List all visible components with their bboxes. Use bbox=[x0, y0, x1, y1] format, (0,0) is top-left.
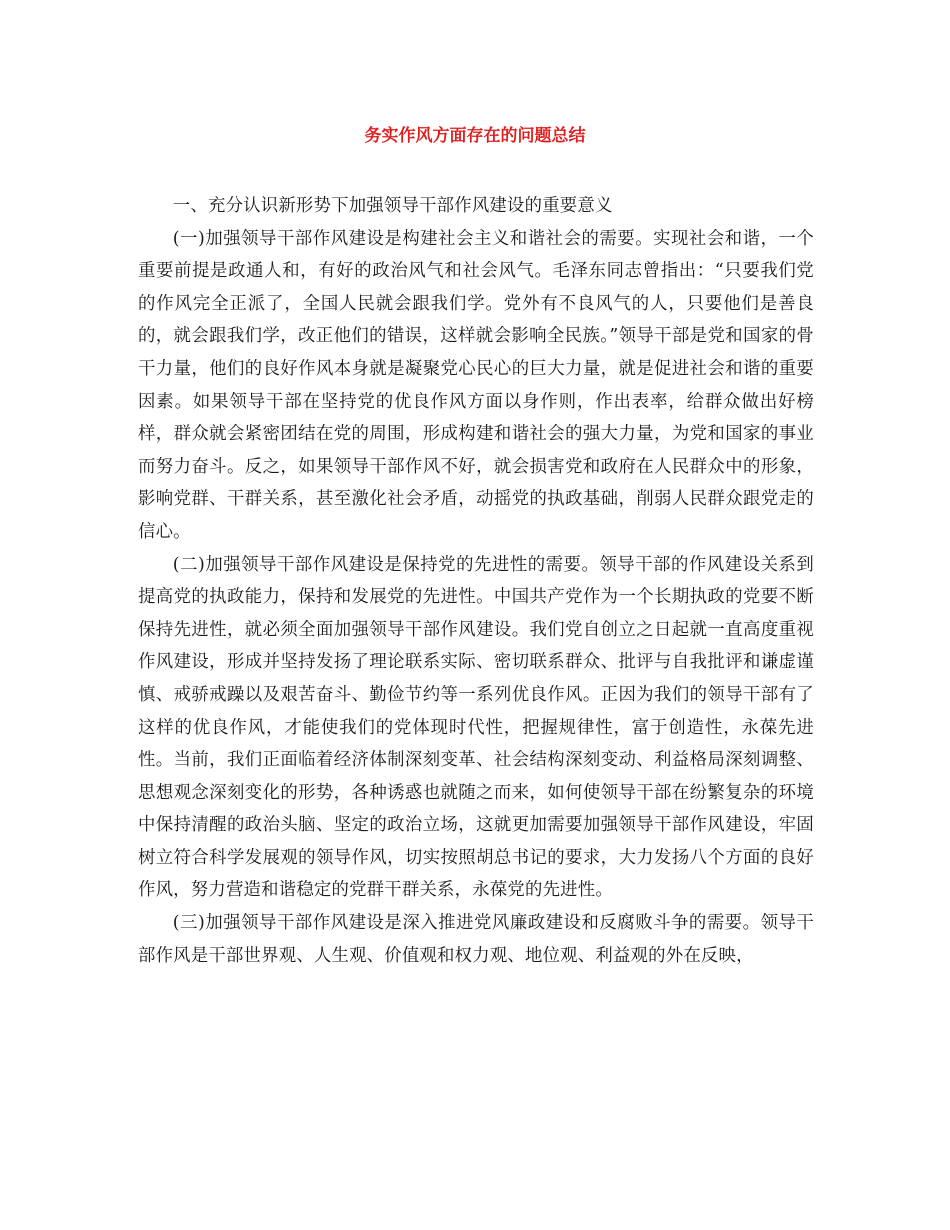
paragraph: (二)加强领导干部作风建设是保持党的先进性的需要。领导干部的作风建设关系到提高党的执政能力，保持和发展党的先进性。中国共产党作为一个长期执政的党要不断保持先进性，就必须全面加强领导干部作风建设。我们党自创立之日起就一直高度重视作风建设，形成并坚持发扬了理论联系实际、密切联系群众、批评与自我批评和谦虚谨慎、戒骄戒躁以及艰苦奋斗、勤俭节约等一系列优良作风。正因为我们的领导干部有了这样的优良作风，才能使我们的党体现时代性，把握规律性，富于创造性，永葆先进性。当前，我们正面临着经济体制深刻变革、社会结构深刻变动、利益格局深刻调整、思想观念深刻变化的形势，各种诱惑也就随之而来，如何使领导干部在纷繁复杂的环境中保持清醒的政治头脑、坚定的政治立场，这就更加需要加强领导干部作风建设，牢固树立符合科学发展观的领导作风，切实按照胡总书记的要求，大力发扬八个方面的良好作风，努力营造和谐稳定的党群干群关系，永葆党的先进性。 bbox=[138, 554, 814, 901]
paragraph: (一)加强领导干部作风建设是构建社会主义和谐社会的需要。实现社会和谐，一个重要前提是政通人和，有好的政治风气和社会风气。毛泽东同志曾指出：“只要我们党的作风完全正派了，全国人民就会跟我们学。党外有不良风气的人，只要他们是善良的，就会跟我们学，改正他们的错误，这样就会影响全民族。”领导干部是党和国家的骨干力量，他们的良好作风本身就是凝聚党心民心的巨大力量，就是促进社会和谐的重要因素。如果领导干部在坚持党的优良作风方面以身作则，作出表率，给群众做出好榜样，群众就会紧密团结在党的周围，形成构建和谐社会的强大力量，为党和国家的事业而努力奋斗。反之，如果领导干部作风不好，就会损害党和政府在人民群众中的形象，影响党群、干群关系，甚至激化社会矛盾，动摇党的执政基础，削弱人民群众跟党走的信心。 bbox=[138, 228, 814, 542]
document-body bbox=[138, 190, 814, 972]
section-heading: 一、充分认识新形势下加强领导干部作风建设的重要意义 bbox=[172, 196, 613, 216]
paragraph: (三)加强领导干部作风建设是深入推进党风廉政建设和反腐败斗争的需要。领导干部作风是干部世界观、人生观、价值观和权力观、地位观、利益观的外在反映， bbox=[138, 913, 814, 966]
document-title: 务实作风方面存在的问题总结 bbox=[364, 126, 586, 146]
